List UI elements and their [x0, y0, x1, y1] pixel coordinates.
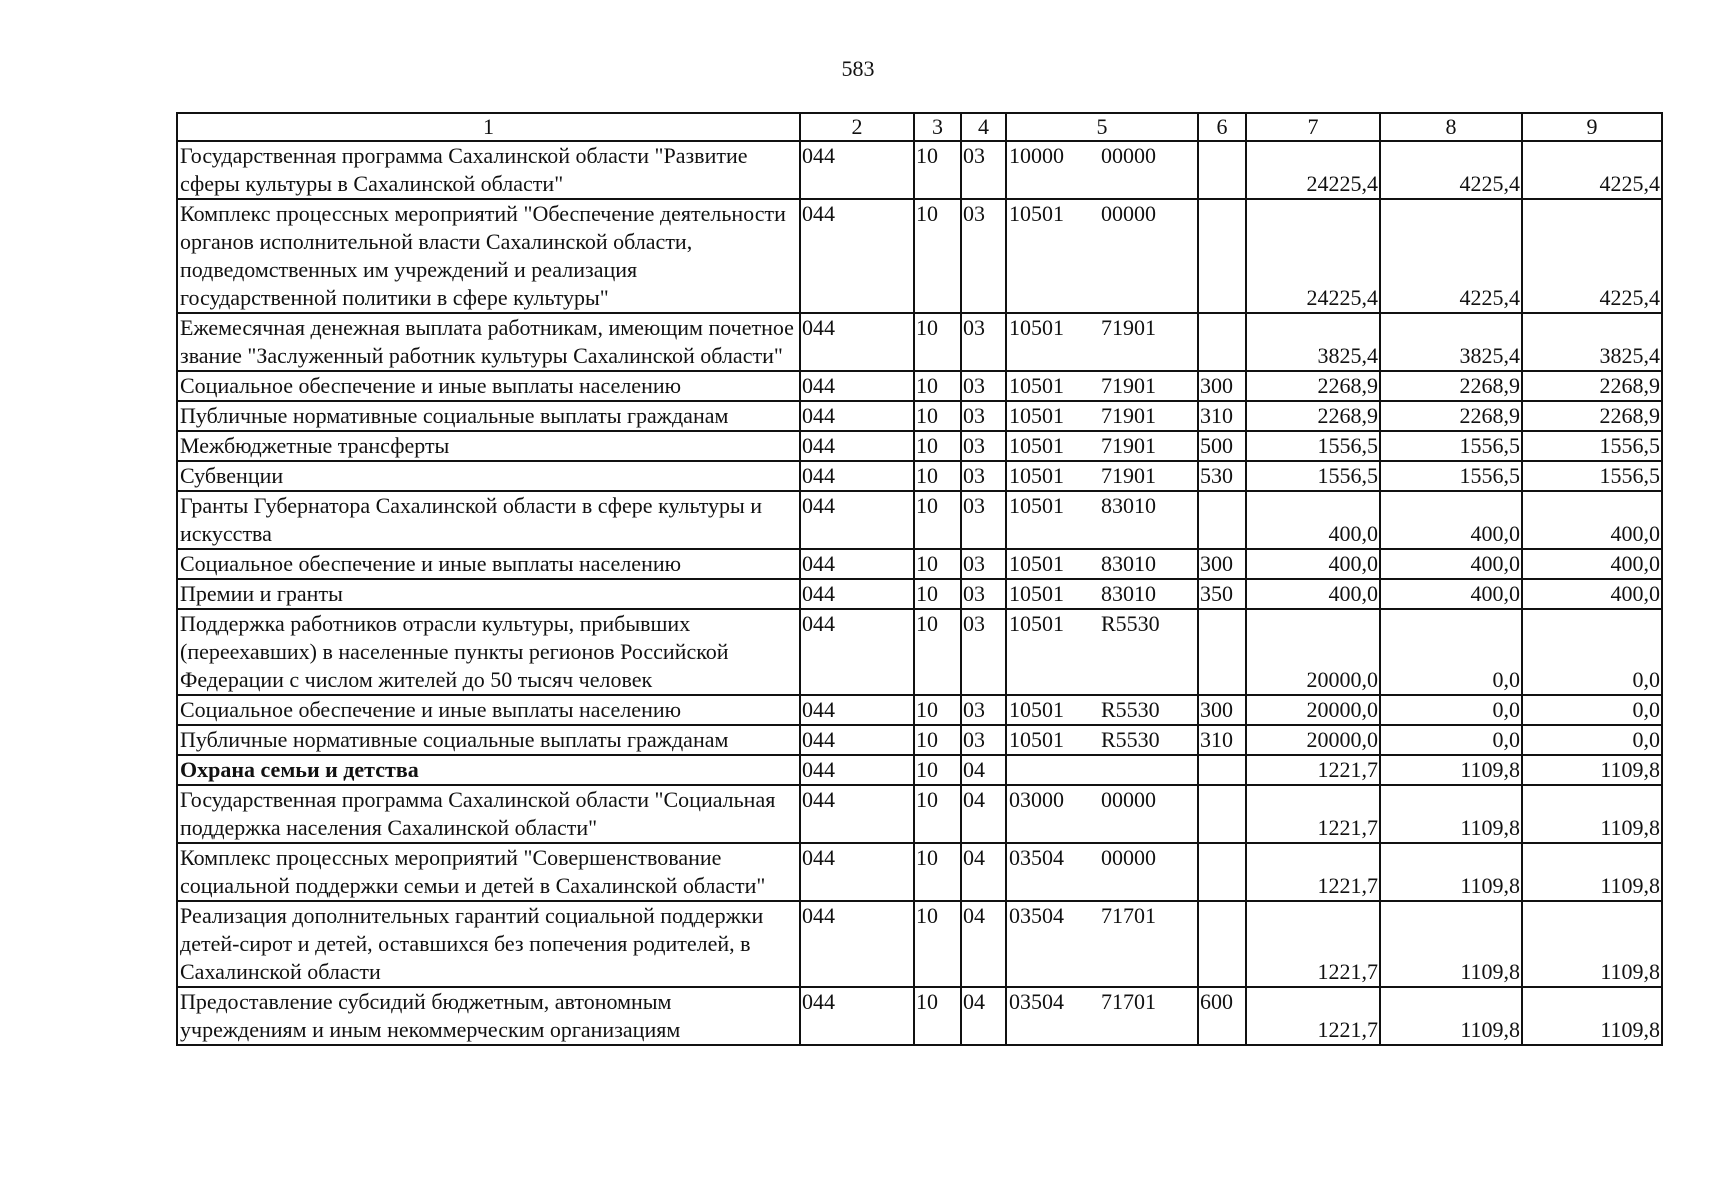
cell-col-7: 1221,7	[1246, 987, 1380, 1045]
column-header-1: 1	[177, 113, 800, 141]
cell-col-3: 10	[914, 313, 961, 371]
column-header-7: 7	[1246, 113, 1380, 141]
cell-col-2: 044	[800, 199, 914, 313]
cell-col-8: 400,0	[1380, 549, 1522, 579]
table-row	[177, 371, 1662, 401]
row-name: Публичные нормативные социальные выплаты гражданам	[177, 401, 800, 431]
table-row	[177, 491, 1662, 549]
cell-col-7: 20000,0	[1246, 695, 1380, 725]
cell-col-3: 10	[914, 695, 961, 725]
row-name: Поддержка работников отрасли культуры, прибывших (переехавших) в населенные пункты регионов Российской Федерации с числом жителей до 50 тысяч человек	[177, 609, 800, 695]
table-row	[177, 755, 1662, 785]
cell-col-5-direction: 71701	[1101, 901, 1198, 987]
cell-col-7: 20000,0	[1246, 609, 1380, 695]
cell-col-2: 044	[800, 987, 914, 1045]
cell-col-6: 310	[1198, 725, 1246, 755]
cell-col-8: 2268,9	[1380, 401, 1522, 431]
cell-col-6	[1198, 199, 1246, 313]
cell-col-3: 10	[914, 461, 961, 491]
cell-col-9: 2268,9	[1522, 401, 1662, 431]
cell-col-2: 044	[800, 491, 914, 549]
table-row	[177, 431, 1662, 461]
cell-col-3: 10	[914, 199, 961, 313]
cell-col-8: 4225,4	[1380, 199, 1522, 313]
cell-col-6: 300	[1198, 371, 1246, 401]
cell-col-2: 044	[800, 725, 914, 755]
cell-col-8: 1109,8	[1380, 987, 1522, 1045]
table-row	[177, 843, 1662, 901]
table-row	[177, 199, 1662, 313]
cell-col-4: 03	[961, 431, 1006, 461]
cell-col-4: 03	[961, 199, 1006, 313]
cell-col-5-program: 10501	[1006, 199, 1101, 313]
cell-col-8: 1556,5	[1380, 431, 1522, 461]
cell-col-4: 03	[961, 549, 1006, 579]
column-header-2: 2	[800, 113, 914, 141]
row-name: Межбюджетные трансферты	[177, 431, 800, 461]
cell-col-9: 1556,5	[1522, 461, 1662, 491]
cell-col-4: 03	[961, 371, 1006, 401]
table-row	[177, 695, 1662, 725]
cell-col-9: 400,0	[1522, 549, 1662, 579]
row-name: Государственная программа Сахалинской области "Развитие сферы культуры в Сахалинской области"	[177, 141, 800, 199]
cell-col-2: 044	[800, 141, 914, 199]
row-name: Премии и гранты	[177, 579, 800, 609]
cell-col-3: 10	[914, 401, 961, 431]
cell-col-7: 400,0	[1246, 579, 1380, 609]
table-row	[177, 141, 1662, 199]
cell-col-6	[1198, 313, 1246, 371]
cell-col-4: 03	[961, 725, 1006, 755]
cell-col-6	[1198, 755, 1246, 785]
cell-col-5-direction: R5530	[1101, 609, 1198, 695]
cell-col-3: 10	[914, 987, 961, 1045]
cell-col-6: 310	[1198, 401, 1246, 431]
cell-col-4: 04	[961, 755, 1006, 785]
cell-col-9: 2268,9	[1522, 371, 1662, 401]
cell-col-8: 3825,4	[1380, 313, 1522, 371]
cell-col-9: 1109,8	[1522, 987, 1662, 1045]
cell-col-5-program: 10501	[1006, 313, 1101, 371]
row-name: Реализация дополнительных гарантий социальной поддержки детей-сирот и детей, оставшихся без попечения родителей, в Сахалинской области	[177, 901, 800, 987]
row-name: Гранты Губернатора Сахалинской области в сфере культуры и искусства	[177, 491, 800, 549]
cell-col-5-program: 03504	[1006, 987, 1101, 1045]
cell-col-7: 1221,7	[1246, 785, 1380, 843]
header-row	[177, 113, 1662, 141]
cell-col-9: 0,0	[1522, 725, 1662, 755]
row-name: Социальное обеспечение и иные выплаты населению	[177, 549, 800, 579]
cell-col-8: 1109,8	[1380, 755, 1522, 785]
cell-col-6	[1198, 843, 1246, 901]
cell-col-6	[1198, 901, 1246, 987]
cell-col-4: 03	[961, 313, 1006, 371]
cell-col-5-direction: 71901	[1101, 401, 1198, 431]
cell-col-3: 10	[914, 901, 961, 987]
cell-col-6: 600	[1198, 987, 1246, 1045]
row-name: Государственная программа Сахалинской области "Социальная поддержка населения Сахалинской области"	[177, 785, 800, 843]
cell-col-5-direction: 71901	[1101, 313, 1198, 371]
cell-col-4: 04	[961, 785, 1006, 843]
cell-col-3: 10	[914, 431, 961, 461]
cell-col-6: 300	[1198, 695, 1246, 725]
cell-col-8: 1109,8	[1380, 901, 1522, 987]
cell-col-8: 0,0	[1380, 609, 1522, 695]
cell-col-2: 044	[800, 843, 914, 901]
cell-col-9: 1109,8	[1522, 843, 1662, 901]
cell-col-6	[1198, 785, 1246, 843]
cell-col-6	[1198, 609, 1246, 695]
row-name: Субвенции	[177, 461, 800, 491]
budget-table	[176, 112, 1663, 1046]
cell-col-5-program: 10501	[1006, 695, 1101, 725]
cell-col-5-program: 10501	[1006, 579, 1101, 609]
cell-col-2: 044	[800, 579, 914, 609]
cell-col-5-program: 03000	[1006, 785, 1101, 843]
cell-col-2: 044	[800, 371, 914, 401]
cell-col-8: 0,0	[1380, 695, 1522, 725]
page-number: 583	[841, 56, 875, 81]
row-name: Комплекс процессных мероприятий "Совершенствование социальной поддержки семьи и детей в Сахалинской области"	[177, 843, 800, 901]
column-header-8: 8	[1380, 113, 1522, 141]
cell-col-2: 044	[800, 901, 914, 987]
cell-col-4: 03	[961, 609, 1006, 695]
cell-col-7: 2268,9	[1246, 401, 1380, 431]
cell-col-2: 044	[800, 401, 914, 431]
cell-col-5-program: 10501	[1006, 491, 1101, 549]
cell-col-4: 03	[961, 141, 1006, 199]
row-name: Социальное обеспечение и иные выплаты населению	[177, 371, 800, 401]
cell-col-5-direction: 71901	[1101, 431, 1198, 461]
cell-col-5-program: 10501	[1006, 371, 1101, 401]
cell-col-9: 1109,8	[1522, 785, 1662, 843]
cell-col-4: 03	[961, 579, 1006, 609]
cell-col-2: 044	[800, 695, 914, 725]
cell-col-5-direction: 71701	[1101, 987, 1198, 1045]
column-header-9: 9	[1522, 113, 1662, 141]
cell-col-7: 1556,5	[1246, 461, 1380, 491]
cell-col-8: 0,0	[1380, 725, 1522, 755]
column-header-3: 3	[914, 113, 961, 141]
cell-col-9: 3825,4	[1522, 313, 1662, 371]
cell-col-4: 04	[961, 901, 1006, 987]
cell-col-7: 1556,5	[1246, 431, 1380, 461]
cell-col-5-program: 03504	[1006, 901, 1101, 987]
table-row	[177, 461, 1662, 491]
cell-col-2: 044	[800, 755, 914, 785]
cell-col-5-direction: 83010	[1101, 491, 1198, 549]
cell-col-3: 10	[914, 725, 961, 755]
table-row	[177, 401, 1662, 431]
row-name: Комплекс процессных мероприятий "Обеспечение деятельности органов исполнительной власти Сахалинской области, подведомственных им учреждений и реализация государственной политики в сфере культуры"	[177, 199, 800, 313]
cell-col-3: 10	[914, 843, 961, 901]
cell-col-8: 1109,8	[1380, 785, 1522, 843]
cell-col-8: 1109,8	[1380, 843, 1522, 901]
table-row	[177, 609, 1662, 695]
cell-col-8: 4225,4	[1380, 141, 1522, 199]
cell-col-6: 350	[1198, 579, 1246, 609]
cell-col-5-program	[1006, 755, 1101, 785]
cell-col-6: 500	[1198, 431, 1246, 461]
cell-col-7: 24225,4	[1246, 141, 1380, 199]
cell-col-7: 20000,0	[1246, 725, 1380, 755]
table-row	[177, 901, 1662, 987]
cell-col-6	[1198, 491, 1246, 549]
column-header-6: 6	[1198, 113, 1246, 141]
table-row	[177, 987, 1662, 1045]
cell-col-8: 400,0	[1380, 491, 1522, 549]
column-header-4: 4	[961, 113, 1006, 141]
table-row	[177, 579, 1662, 609]
cell-col-7: 2268,9	[1246, 371, 1380, 401]
cell-col-5-direction: 71901	[1101, 461, 1198, 491]
cell-col-9: 1556,5	[1522, 431, 1662, 461]
cell-col-4: 04	[961, 843, 1006, 901]
cell-col-5-direction: 83010	[1101, 579, 1198, 609]
cell-col-4: 03	[961, 461, 1006, 491]
cell-col-5-direction: 00000	[1101, 141, 1198, 199]
cell-col-7: 24225,4	[1246, 199, 1380, 313]
cell-col-5-program: 10501	[1006, 549, 1101, 579]
row-name: Социальное обеспечение и иные выплаты населению	[177, 695, 800, 725]
cell-col-5-program: 10501	[1006, 401, 1101, 431]
cell-col-7: 3825,4	[1246, 313, 1380, 371]
cell-col-9: 400,0	[1522, 491, 1662, 549]
cell-col-8: 1556,5	[1380, 461, 1522, 491]
cell-col-3: 10	[914, 491, 961, 549]
cell-col-5-program: 10501	[1006, 461, 1101, 491]
cell-col-3: 10	[914, 785, 961, 843]
cell-col-5-direction: 83010	[1101, 549, 1198, 579]
cell-col-3: 10	[914, 549, 961, 579]
row-name: Предоставление субсидий бюджетным, автономным учреждениям и иным некоммерческим организациям	[177, 987, 800, 1045]
table-row	[177, 549, 1662, 579]
cell-col-6: 300	[1198, 549, 1246, 579]
cell-col-3: 10	[914, 141, 961, 199]
cell-col-5-program: 03504	[1006, 843, 1101, 901]
cell-col-9: 1109,8	[1522, 755, 1662, 785]
cell-col-2: 044	[800, 461, 914, 491]
cell-col-2: 044	[800, 609, 914, 695]
cell-col-8: 400,0	[1380, 579, 1522, 609]
cell-col-5-program: 10000	[1006, 141, 1101, 199]
cell-col-4: 03	[961, 695, 1006, 725]
cell-col-2: 044	[800, 313, 914, 371]
cell-col-4: 04	[961, 987, 1006, 1045]
row-name: Ежемесячная денежная выплата работникам, имеющим почетное звание "Заслуженный работник культуры Сахалинской области"	[177, 313, 800, 371]
cell-col-3: 10	[914, 371, 961, 401]
row-name: Охрана семьи и детства	[177, 755, 800, 785]
column-header-5: 5	[1006, 113, 1198, 141]
cell-col-6: 530	[1198, 461, 1246, 491]
table-row	[177, 725, 1662, 755]
table-row	[177, 313, 1662, 371]
cell-col-7: 400,0	[1246, 491, 1380, 549]
cell-col-2: 044	[800, 549, 914, 579]
cell-col-5-direction: R5530	[1101, 725, 1198, 755]
cell-col-3: 10	[914, 609, 961, 695]
cell-col-5-direction: 00000	[1101, 199, 1198, 313]
cell-col-5-direction: 00000	[1101, 843, 1198, 901]
cell-col-7: 1221,7	[1246, 755, 1380, 785]
cell-col-7: 1221,7	[1246, 901, 1380, 987]
cell-col-2: 044	[800, 431, 914, 461]
cell-col-2: 044	[800, 785, 914, 843]
cell-col-4: 03	[961, 401, 1006, 431]
cell-col-3: 10	[914, 579, 961, 609]
cell-col-5-program: 10501	[1006, 725, 1101, 755]
cell-col-5-direction	[1101, 755, 1198, 785]
cell-col-9: 4225,4	[1522, 199, 1662, 313]
cell-col-9: 0,0	[1522, 695, 1662, 725]
cell-col-7: 400,0	[1246, 549, 1380, 579]
cell-col-9: 0,0	[1522, 609, 1662, 695]
cell-col-8: 2268,9	[1380, 371, 1522, 401]
cell-col-9: 4225,4	[1522, 141, 1662, 199]
cell-col-5-direction: R5530	[1101, 695, 1198, 725]
cell-col-3: 10	[914, 755, 961, 785]
cell-col-6	[1198, 141, 1246, 199]
cell-col-4: 03	[961, 491, 1006, 549]
cell-col-5-program: 10501	[1006, 609, 1101, 695]
cell-col-5-direction: 00000	[1101, 785, 1198, 843]
table-body	[177, 141, 1662, 1045]
row-name: Публичные нормативные социальные выплаты гражданам	[177, 725, 800, 755]
cell-col-9: 400,0	[1522, 579, 1662, 609]
cell-col-5-program: 10501	[1006, 431, 1101, 461]
cell-col-7: 1221,7	[1246, 843, 1380, 901]
cell-col-9: 1109,8	[1522, 901, 1662, 987]
table-row	[177, 785, 1662, 843]
cell-col-5-direction: 71901	[1101, 371, 1198, 401]
